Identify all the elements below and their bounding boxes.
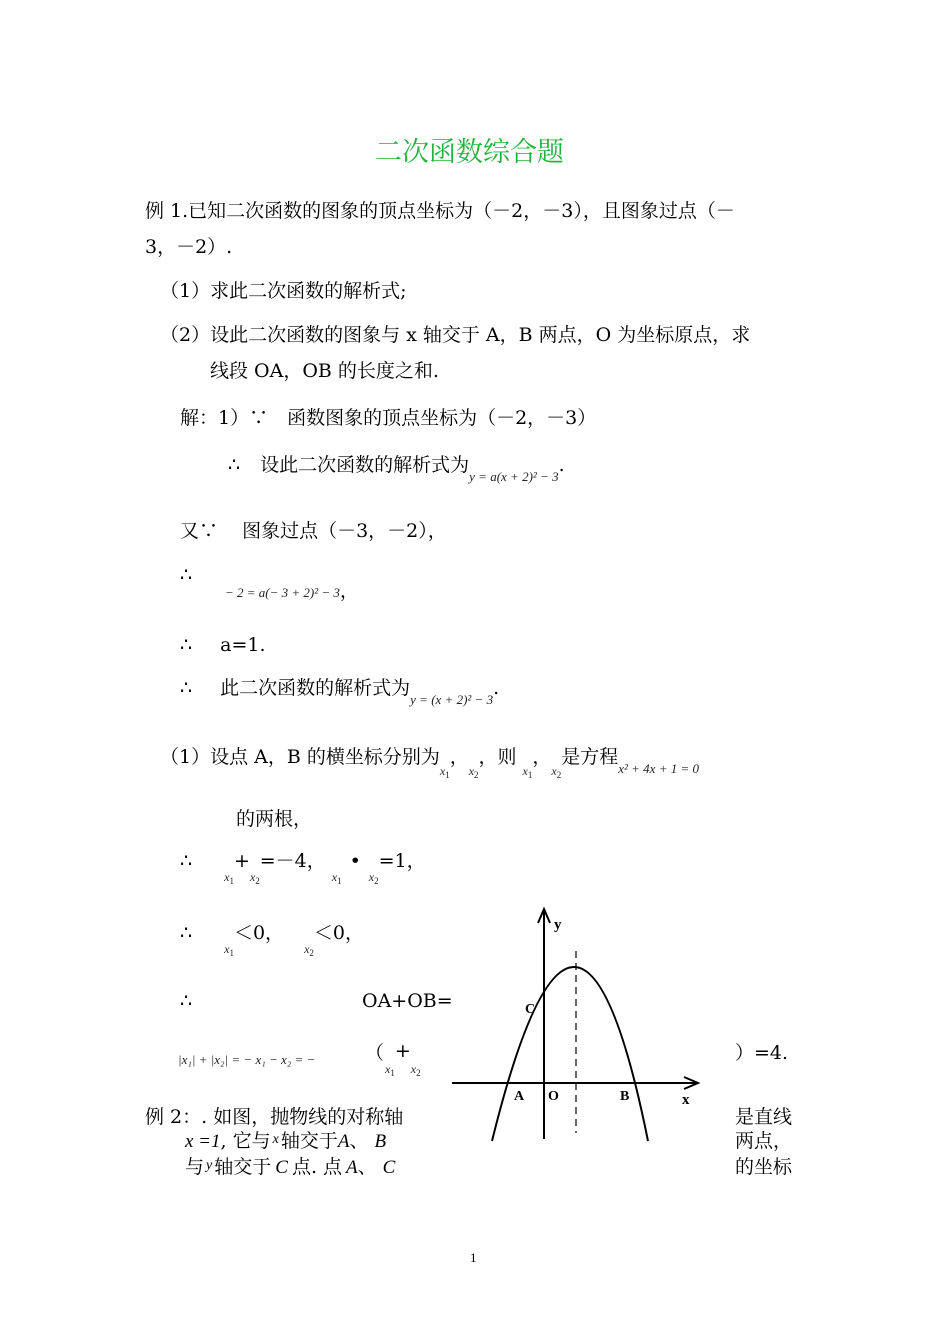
formula-substitution: − 2 = a(− 3 + 2)² − 3 — [225, 585, 340, 600]
paren-open: （ — [365, 1042, 385, 1064]
solution-line3-text: 图象过点（－3，－2）， — [242, 520, 447, 542]
x1-negative: ＜0， — [233, 922, 285, 944]
label-y: y — [554, 917, 562, 933]
point-C: C — [382, 1157, 396, 1178]
solution-line2-end: . — [558, 454, 565, 476]
therefore-symbol: ∴ — [180, 990, 193, 1012]
page-title: 二次函数综合题 — [375, 137, 564, 168]
label-C: C — [525, 1002, 536, 1017]
parabola-figure — [450, 905, 710, 1154]
ex2-line1-right: 是直线 — [735, 1106, 793, 1128]
axis-equation: x =1 — [185, 1131, 221, 1152]
therefore-symbol: ∴ — [180, 634, 193, 656]
label-O: O — [548, 1089, 559, 1104]
formula-vertex-form: y = a(x + 2)² − 3 — [469, 469, 559, 484]
x2-negative: ＜0， — [313, 922, 364, 944]
solution-line3-prefix: 又 — [180, 520, 200, 542]
x2-variable: x2 — [304, 942, 314, 958]
plus-sign: + — [233, 850, 250, 872]
x-axis-symbol: x — [272, 1132, 279, 1147]
ex2-line2-right: 两点， — [735, 1130, 793, 1152]
solution-line6-text: 此二次函数的解析式为 — [220, 677, 411, 699]
parabola-curve — [492, 967, 648, 1141]
oa-plus-ob: OA+OB= — [362, 990, 453, 1012]
ex2-line1: 例 2：. 如图，抛物线的对称轴 — [145, 1106, 404, 1128]
x1-variable: x1 — [331, 870, 342, 886]
multiply-bullet: • — [349, 850, 361, 872]
solution-line4 — [225, 578, 359, 604]
solution-line2 — [228, 452, 565, 484]
ex1-line1: 例 1.已知二次函数的图象的顶点坐标为（－2，－3），且图象过点（－ — [145, 200, 735, 222]
therefore-symbol: ∴ — [180, 922, 193, 944]
because-symbol: ∵ — [199, 520, 219, 542]
y-axis-symbol: y — [206, 1158, 213, 1173]
x2-variable: x2 — [410, 1062, 421, 1078]
part2-text-c: 是方程 — [561, 746, 619, 768]
vieta-line — [180, 848, 426, 886]
x1-variable: x1 — [385, 1062, 395, 1078]
x2-variable: x2 — [551, 764, 562, 780]
solution-line5 — [180, 632, 266, 658]
x2-variable: x2 — [368, 870, 379, 886]
label-A: A — [514, 1089, 525, 1104]
therefore-symbol: ∴ — [180, 850, 193, 872]
plus-sign: + — [394, 1040, 411, 1062]
label-B: B — [620, 1089, 630, 1104]
ex1-line2: 3，－2）. — [145, 236, 233, 258]
separator: ， — [532, 746, 552, 768]
sum-in-parens — [385, 1038, 421, 1078]
product-of-roots: =1， — [378, 850, 426, 872]
ex2-line3-text-b: 轴交于 — [214, 1156, 272, 1178]
x1-variable: x1 — [224, 942, 234, 958]
ex1-question-2b: 线段 OA，OB 的长度之和. — [210, 360, 439, 382]
ex2-line3-text-c: 点. 点 — [291, 1156, 343, 1178]
point-B: B — [374, 1131, 387, 1152]
quadratic-equation: x² + 4x + 1 = 0 — [618, 761, 699, 776]
therefore-symbol: ∴ — [180, 564, 193, 586]
solution-line6-end: . — [493, 677, 500, 699]
ex2-line2 — [185, 1128, 386, 1157]
label-x: x — [682, 1092, 690, 1108]
ex2-line3 — [185, 1154, 395, 1183]
point-A: A — [346, 1157, 358, 1178]
final-result: ）=4. — [735, 1042, 789, 1064]
therefore-symbol: ∴ — [180, 677, 193, 699]
x1-variable: x1 — [522, 764, 533, 780]
therefore-symbol: ∴ — [228, 454, 241, 476]
part2-line1 — [160, 744, 699, 780]
formula-result: y = (x + 2)² − 3 — [410, 692, 494, 707]
solution-line6 — [180, 675, 500, 707]
x2-variable: x2 — [249, 870, 260, 886]
point-C: C — [275, 1157, 288, 1178]
ex2-line3-text-a: 与 — [185, 1156, 205, 1178]
ex1-question-1: （1）求此二次函数的解析式; — [160, 280, 407, 302]
ex2-line3-right: 的坐标 — [735, 1156, 793, 1178]
sum-of-roots: =－4， — [259, 850, 326, 872]
ex1-question-2a: （2）设此二次函数的图象与 x 轴交于 A，B 两点，O 为坐标原点，求 — [160, 324, 751, 346]
separator: ， — [449, 746, 469, 768]
solution-line1: 解：1）∵ 函数图象的顶点坐标为（－2，－3） — [180, 407, 597, 429]
point-A: A — [337, 1131, 350, 1152]
dun-mark: 、 — [357, 1156, 377, 1178]
ex2-line2-text-c: 轴交于 — [280, 1130, 338, 1152]
x2-variable: x2 — [468, 764, 479, 780]
part2-text-b: ，则 — [478, 746, 517, 768]
x1-variable: x1 — [439, 764, 450, 780]
part2-line2: 的两根， — [236, 808, 313, 830]
solution-line2-text: 设此二次函数的解析式为 — [260, 454, 470, 476]
dun-mark: 、 — [349, 1130, 369, 1152]
solution-a-value: a=1. — [220, 634, 266, 656]
ex2-line2-text-b: , 它与 — [220, 1130, 271, 1152]
solution-line4-comma: ， — [339, 580, 359, 602]
part2-text-a: （1）设点 A，B 的横坐标分别为 — [160, 746, 440, 768]
absolute-value-expression: |x₁| + |x₂| = − x₁ − x₂ = − — [178, 1052, 316, 1067]
sign-line — [180, 920, 364, 958]
x1-variable: x1 — [224, 870, 234, 886]
page-number: 1 — [470, 1250, 477, 1265]
solution-line3 — [180, 518, 447, 544]
